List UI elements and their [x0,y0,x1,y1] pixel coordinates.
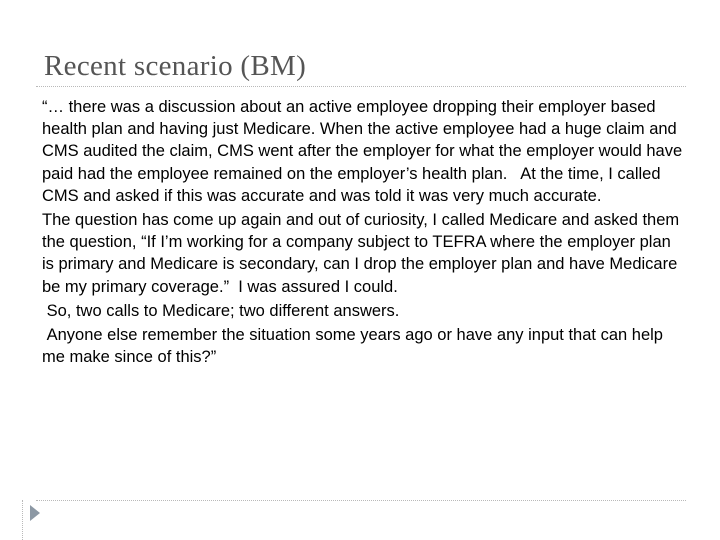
footer-divider [36,500,686,501]
paragraph: So, two calls to Medicare; two different answers. [42,301,400,320]
paragraph: “… there was a discussion about an active employee dropping their employer based health plan and having just Medicare. When the active employee had a huge claim and CMS audited the claim, CMS went after the employer for what the employer would have paid had the employee remained on the employer’s health plan. At the time, I called CMS and asked if this was accurate and was told it was very much accurate. [42,98,687,205]
footer-vertical-divider [22,500,23,540]
paragraph: The question has come up again and out of curiosity, I called Medicare and asked them the question, “If I’m working for a company subject to TEFRA where the employer plan is primary and Medicare is secondary, can I drop the employer plan and have Medicare be my primary coverage.” I was assured I could. [42,211,684,296]
paragraph: Anyone else remember the situation some years ago or have any input that can help me make since of this?” [42,326,668,367]
title-divider [36,86,686,87]
slide-title: Recent scenario (BM) [44,50,307,82]
slide-body [42,96,687,370]
triangle-right-icon[interactable] [30,505,40,521]
